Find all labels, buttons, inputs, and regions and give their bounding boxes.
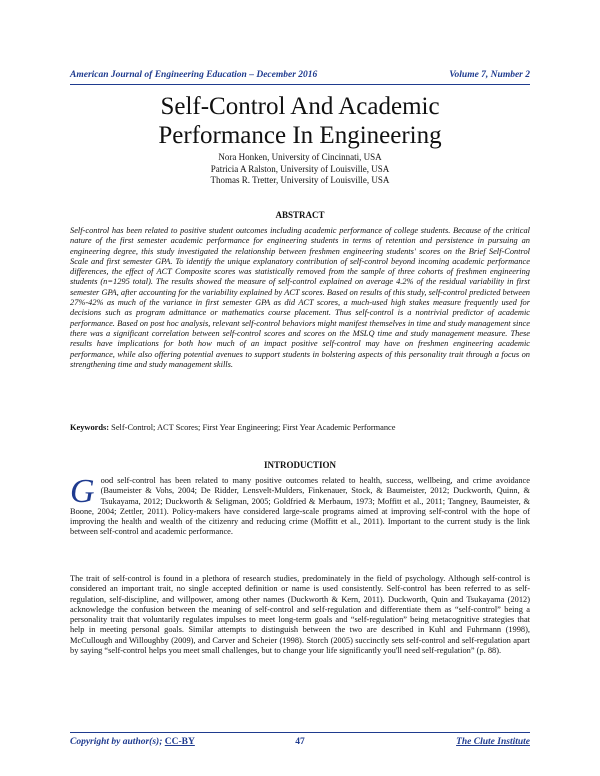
author: Thomas R. Tretter, University of Louisville, USA [210,175,390,185]
paragraph-text: ood self-control has been related to many positive outcomes related to health, success, wellbeing, and crime avoidance (Baumeister & Vohs, 2004; De Ridder, Lensvelt-Mulders, Finkenauer, Stock, & Baumeister, 2012; Duckworth, Quinn, & Tsukayama, 2012; Duckworth & Seligman, 2005; Goldfried & Merbaum, 1973; Moffitt et al., 2011; Tangney, Baumeister, & Boone, 2004; Zettler, 2011). Policy-makers have considered large-scale programs aimed at improving self-control with the hope of improving the health and wealth of the citizenry and reducing crime (Moffitt et al., 2011). Important to the current study is the link between self-control and academic performance. [70,476,530,537]
journal-name: American Journal of Engineering Education – December 2016 [70,70,318,80]
introduction-paragraph-2: The trait of self-control is found in a plethora of research studies, predominately in the field of psychology. Although self-control is considered an important trait, no single accepted definition or name is used consistently. Self-control has been referred to as self-regulation, self-discipline, and willpower, among other names (Duckworth & Kern, 2011). Duckworth, Quin and Tsukayama (2012) acknowledge the confusion between the meaning of self-control and self-regulation and differentiate them as “self-control” being a personality trait that voluntarily regulates impulses to meet long-term goals and “self-regulation” being metacognitive strategies that help in meeting personal goals. Similar attempts to distinguish between the two are described in Kuhl and Fuhrmann (1998), McCullough and Willoughby (2009), and Carver and Scheier (1998). Storch (2005) succinctly sets self-control and self-regulation apart by saying “self-control helps you meet small challenges, but to change your life significantly you'll need self-regulation” (p. 88). [70,574,530,656]
introduction-paragraph-1 [70,473,530,538]
header-divider [70,84,530,85]
publisher-link[interactable]: The Clute Institute [456,737,530,747]
author: Nora Honken, University of Cincinnati, USA [218,152,382,162]
page-footer [70,737,530,751]
drop-cap: G [70,473,95,510]
license-link[interactable]: CC-BY [164,737,195,747]
title-line-1: Self-Control And Academic [160,93,440,120]
running-header [70,70,530,84]
keywords-text: Self-Control; ACT Scores; First Year Engineering; First Year Academic Performance [109,423,396,432]
page-number: 47 [295,737,305,747]
introduction-heading: INTRODUCTION [263,460,336,470]
volume-number: Volume 7, Number 2 [449,70,530,80]
paper-title [70,92,530,150]
keywords-label: Keywords: [70,423,110,432]
abstract-heading: ABSTRACT [275,210,325,220]
footer-divider [70,732,530,733]
copyright-text: Copyright by author(s); [70,737,165,747]
author-list [70,152,530,187]
keywords [70,423,530,433]
abstract-text: Self-control has been related to positive student outcomes including academic performance of college students. Because of the critical nature of the first semester academic performance for engineering students in terms of retention and persistence in pursuing an engineering degree, this study investigated the relationship between freshmen engineering students' scores on the Brief Self-Control Scale and first semester GPA. To identify the unique explanatory contribution of self-control beyond incoming academic performance differences, the effect of ACT Composite scores was statistically removed from the sample of three cohorts of freshmen engineering students (n=1295 total). The results showed the measure of self-control explained on average 4.2% of the residual variability in first semester GPA, after accounting for the variability explained by ACT scores. Based on results of this study, self-control predicted between 27%-42% as much of the variance in first semester GPA as did ACT scores, a much-used high stakes measure frequently used for decisions such as program admittance or mathematics course placement. Thus self-control is a nontrivial predictor of academic performance. Based on post hoc analysis, relevant self-control behaviors might manifest themselves in time and study management since there was a significant correlation between self-control scores and scores on the MSLQ time and study management measure. These results have implications for both how much of an impact positive self-control may have on freshmen engineering academic performance, while also offering potential avenues to support students in bolstering aspects of this personality trait through a focus on strengthening time and study management skills. [70,226,530,369]
title-line-2: Performance In Engineering [158,122,442,149]
author: Patricia A Ralston, University of Louisville, USA [210,163,390,174]
